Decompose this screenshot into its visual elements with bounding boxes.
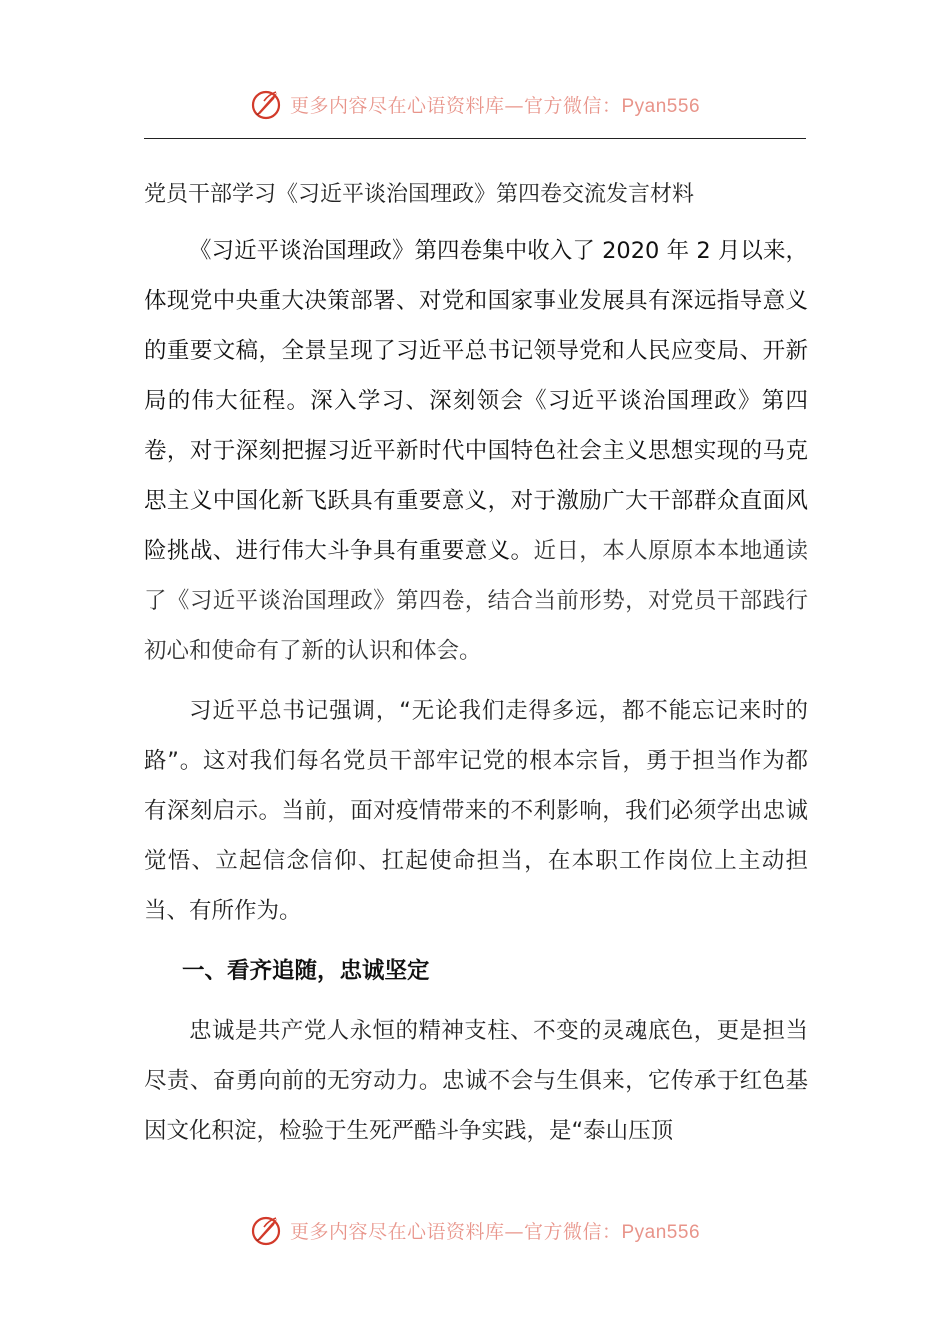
document-title: 党员干部学习《习近平谈治国理政》第四卷交流发言材料 bbox=[144, 182, 695, 207]
paragraph-intro: 《习近平谈治国理政》第四卷集中收入了 2020 年 2 月以来，体现党中央重大决策部署、对党和国家事业发展具有深远指导意义的重要文稿，全景呈现了习近平总书记领导党和人民应变局、开新局的伟大征程。深入学习、深刻领会《习近平谈治国理政》第四卷，对于深刻把握习近平新时代中国特色社会主义思想实现的马克思主义中国化新飞跃具有重要意义，对于激励广大干部群众直面风险挑战、进行伟大斗争具有重要意义。近日，本人原原本本地通读了《习近平谈治国理政》第四卷，结合当前形势，对党员干部践行初心和使命有了新的认识和体会。 bbox=[144, 238, 808, 664]
header-divider bbox=[144, 138, 806, 139]
watermark-text: 更多内容尽在心语资料库—官方微信：Pyan556 bbox=[289, 94, 701, 117]
header-watermark bbox=[0, 84, 950, 124]
paragraph-3: 忠诚是共产党人永恒的精神支柱、不变的灵魂底色，更是担当尽责、奋勇向前的无穷动力。忠诚不会与生俱来，它传承于红色基因文化积淀，检验于生死严酷斗争实践，是“泰山压顶 bbox=[144, 1018, 808, 1144]
footer-watermark bbox=[0, 1210, 950, 1250]
pen-nib-logo-icon bbox=[250, 87, 284, 121]
document-body bbox=[144, 176, 808, 1166]
section-heading-1: 一、看齐追随，忠诚坚定 bbox=[182, 958, 430, 984]
paragraph-2: 习近平总书记强调，“无论我们走得多远，都不能忘记来时的路”。这对我们每名党员干部牢记党的根本宗旨，勇于担当作为都有深刻启示。当前，面对疫情带来的不利影响，我们必须学出忠诚觉悟、立起信念信仰、扛起使命担当，在本职工作岗位上主动担当、有所作为。 bbox=[144, 698, 808, 924]
pen-nib-logo-icon bbox=[250, 1213, 284, 1247]
watermark-text: 更多内容尽在心语资料库—官方微信：Pyan556 bbox=[289, 1220, 701, 1243]
